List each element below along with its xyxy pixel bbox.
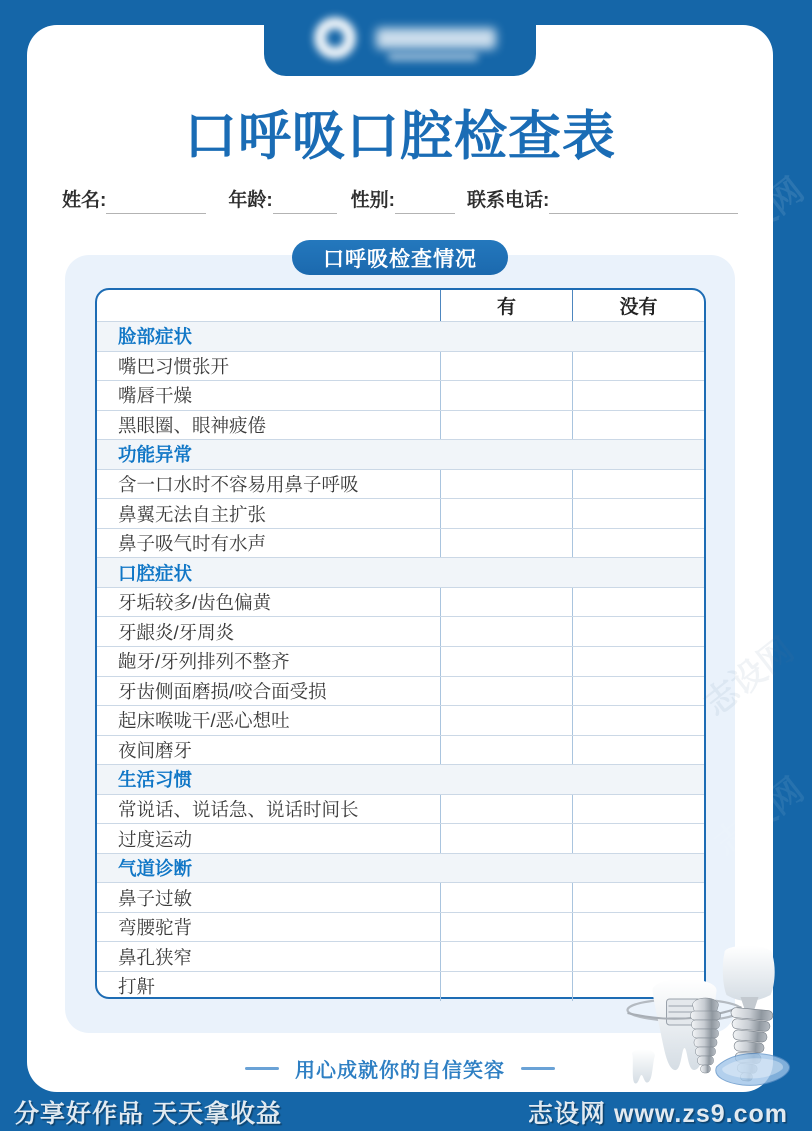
teeth-implants-image <box>624 947 800 1097</box>
patient-info-row <box>62 186 738 214</box>
symptom-label: 嘴唇干燥 <box>118 385 193 407</box>
answer-cell-yes[interactable] <box>440 499 572 528</box>
section-header-row <box>97 764 704 794</box>
answer-cell-yes[interactable] <box>440 795 572 824</box>
answer-cell-yes[interactable] <box>440 352 572 381</box>
checklist-row <box>97 410 704 440</box>
answer-cell-no[interactable] <box>572 499 704 528</box>
symptom-label: 龅牙/牙列排列不整齐 <box>118 651 290 673</box>
checklist-row <box>97 912 704 942</box>
answer-cell-no[interactable] <box>572 588 704 617</box>
header-yes: 有 <box>440 290 572 321</box>
checklist-row <box>97 735 704 765</box>
symptom-label: 鼻孔狭窄 <box>118 946 193 968</box>
symptom-label: 打鼾 <box>118 976 156 998</box>
section-title: 生活习惯 <box>118 769 193 791</box>
symptom-label: 弯腰驼背 <box>118 917 193 939</box>
answer-cell-no[interactable] <box>572 617 704 646</box>
answer-cell-no[interactable] <box>572 470 704 499</box>
clinic-logo-subtext-blur <box>388 53 478 61</box>
symptom-label: 过度运动 <box>118 828 193 850</box>
checklist-row <box>97 351 704 381</box>
answer-cell-no[interactable] <box>572 883 704 912</box>
checklist-row <box>97 676 704 706</box>
section-header-row <box>97 439 704 469</box>
section-header-row <box>97 853 704 883</box>
symptom-label: 鼻子吸气时有水声 <box>118 533 267 555</box>
answer-cell-yes[interactable] <box>440 381 572 410</box>
answer-cell-no[interactable] <box>572 529 704 558</box>
section-title: 口腔症状 <box>118 562 193 584</box>
header-empty-cell <box>97 290 440 321</box>
symptom-label: 起床喉咙干/恶心想吐 <box>118 710 290 732</box>
symptom-label: 牙垢较多/齿色偏黄 <box>118 592 272 614</box>
slogan-text: 用心成就你的自信笑容 <box>295 1060 505 1082</box>
header-no: 没有 <box>572 290 704 321</box>
checklist-row <box>97 587 704 617</box>
section-header-row <box>97 557 704 587</box>
checklist-row <box>97 498 704 528</box>
answer-cell-yes[interactable] <box>440 736 572 765</box>
checklist-row <box>97 616 704 646</box>
table-header-row <box>97 290 704 321</box>
answer-cell-yes[interactable] <box>440 411 572 440</box>
symptom-label: 鼻子过敏 <box>118 887 193 909</box>
checklist-row <box>97 528 704 558</box>
symptom-label: 牙龈炎/牙周炎 <box>118 621 235 643</box>
checklist-row <box>97 705 704 735</box>
symptom-label: 牙齿侧面磨损/咬合面受损 <box>118 680 327 702</box>
answer-cell-no[interactable] <box>572 677 704 706</box>
answer-cell-no[interactable] <box>572 736 704 765</box>
section-title: 气道诊断 <box>118 858 193 880</box>
check-table <box>95 288 706 999</box>
clinic-logo-icon <box>314 17 356 59</box>
page-title: 口呼吸口腔检查表 <box>184 107 616 166</box>
answer-cell-yes[interactable] <box>440 972 572 1001</box>
phone-label: 联系电话: <box>466 190 550 211</box>
answer-cell-yes[interactable] <box>440 677 572 706</box>
slogan-dash-right <box>521 1067 555 1070</box>
checklist-section-pill: 口呼吸检查情况 <box>292 240 508 275</box>
clinic-logo-tab <box>264 0 536 76</box>
checklist-row <box>97 380 704 410</box>
footer-right-text: 志设网 www.zs9.com <box>528 1099 788 1128</box>
symptom-label: 嘴巴习惯张开 <box>118 355 230 377</box>
gender-label: 性别: <box>350 190 395 211</box>
answer-cell-no[interactable] <box>572 706 704 735</box>
answer-cell-yes[interactable] <box>440 913 572 942</box>
checklist-row <box>97 941 704 971</box>
gender-input-line[interactable] <box>395 194 455 214</box>
answer-cell-yes[interactable] <box>440 706 572 735</box>
symptom-label: 鼻翼无法自主扩张 <box>118 503 267 525</box>
phone-input-line[interactable] <box>549 194 738 214</box>
answer-cell-yes[interactable] <box>440 824 572 853</box>
symptom-label: 夜间磨牙 <box>118 739 193 761</box>
checklist-row <box>97 823 704 853</box>
answer-cell-no[interactable] <box>572 411 704 440</box>
checklist-row <box>97 646 704 676</box>
footer-bar <box>0 1092 800 1131</box>
answer-cell-no[interactable] <box>572 795 704 824</box>
age-label: 年龄: <box>228 190 273 211</box>
section-title: 脸部症状 <box>118 326 193 348</box>
section-header-row <box>97 321 704 351</box>
checklist-row <box>97 971 704 1001</box>
answer-cell-yes[interactable] <box>440 588 572 617</box>
answer-cell-yes[interactable] <box>440 617 572 646</box>
answer-cell-no[interactable] <box>572 352 704 381</box>
answer-cell-yes[interactable] <box>440 883 572 912</box>
symptom-label: 黑眼圈、眼神疲倦 <box>118 414 267 436</box>
answer-cell-no[interactable] <box>572 647 704 676</box>
checklist-row <box>97 469 704 499</box>
checklist-row <box>97 794 704 824</box>
name-input-line[interactable] <box>106 194 206 214</box>
slogan-dash-left <box>245 1067 279 1070</box>
answer-cell-no[interactable] <box>572 824 704 853</box>
footer-left-text: 分享好作品 天天拿收益 <box>14 1099 282 1128</box>
name-label: 姓名: <box>62 190 107 211</box>
answer-cell-no[interactable] <box>572 913 704 942</box>
checklist-row <box>97 882 704 912</box>
answer-cell-yes[interactable] <box>440 470 572 499</box>
answer-cell-yes[interactable] <box>440 942 572 971</box>
answer-cell-no[interactable] <box>572 381 704 410</box>
clinic-logo-text-blur <box>376 28 496 49</box>
symptom-label: 常说话、说话急、说话时间长 <box>118 799 359 821</box>
age-input-line[interactable] <box>273 194 337 214</box>
check-table-rows <box>97 321 704 1001</box>
answer-cell-yes[interactable] <box>440 647 572 676</box>
section-title: 功能异常 <box>118 444 193 466</box>
answer-cell-yes[interactable] <box>440 529 572 558</box>
symptom-label: 含一口水时不容易用鼻子呼吸 <box>118 474 359 495</box>
